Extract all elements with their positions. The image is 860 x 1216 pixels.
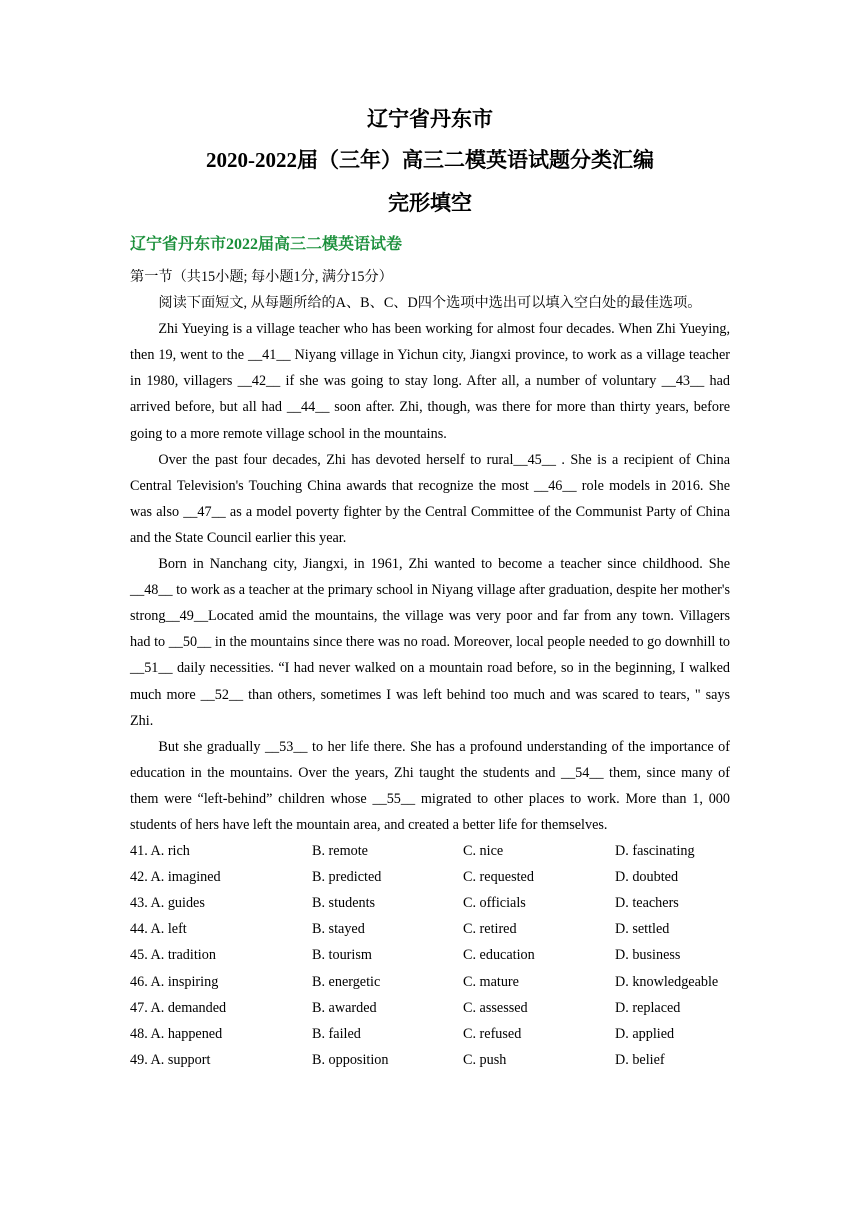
passage-paragraph: Over the past four decades, Zhi has devoted herself to rural__45__ . She is a recipient of China Central Television's Touching China awards that recognize the most __46__ role models in 2016. She was also __47__ as a model poverty fighter by the Central Committee of the Communist Party of China and the State Council earlier this year. xyxy=(130,451,730,546)
option-c: C. assessed xyxy=(463,999,528,1016)
option-row-44 xyxy=(130,916,730,942)
option-b: B. awarded xyxy=(312,999,377,1016)
option-b: B. tourism xyxy=(312,947,372,964)
option-a: 44. A. left xyxy=(130,921,187,938)
option-c: C. retired xyxy=(463,921,517,938)
options-list xyxy=(130,838,730,1073)
document-body xyxy=(130,264,730,1073)
option-b: B. opposition xyxy=(312,1051,389,1068)
option-d: D. belief xyxy=(615,1051,665,1068)
option-c: C. requested xyxy=(463,869,534,886)
option-d: D. business xyxy=(615,947,681,964)
option-d: D. replaced xyxy=(615,999,681,1016)
option-d: D. settled xyxy=(615,921,670,938)
option-b: B. remote xyxy=(312,843,368,860)
doc-title-main: 2020-2022届（三年）高三二模英语试题分类汇编 xyxy=(206,148,654,172)
option-d: D. teachers xyxy=(615,895,679,912)
option-b: B. students xyxy=(312,895,376,912)
option-c: C. officials xyxy=(463,895,526,912)
option-row-48 xyxy=(130,1021,730,1047)
option-row-43 xyxy=(130,890,730,916)
option-b: B. energetic xyxy=(312,973,381,990)
option-row-46 xyxy=(130,969,730,995)
option-d: D. doubted xyxy=(615,869,679,886)
option-c: C. refused xyxy=(463,1025,522,1042)
passage-paragraph: But she gradually __53__ to her life there. She has a profound understanding of the importance of education in the mountains. Over the years, Zhi taught the students and __54__ them, since many of them were “left-behind” children whose __55__ migrated to other places to work. More than 1, 000 students of hers have left the mountain area, and created a better life for themselves. xyxy=(130,738,730,833)
option-a: 45. A. tradition xyxy=(130,947,216,964)
passage-paragraph: Born in Nanchang city, Jiangxi, in 1961, Zhi wanted to become a teacher since childhood. She __48__ to work as a teacher at the primary school in Niyang village after graduation, despite her mother's strong__49__Located amid the mountains, the village was very poor and far from any town. Villagers had to __50__ in the mountains since there was no road. Moreover, local people needed to go downhill to __51__ daily necessities. “I had never walked on a mountain road before, so in the beginning, I walked much more __52__ than others, sometimes I was left behind too much and was scared to tears, " says Zhi. xyxy=(130,556,730,729)
option-row-49 xyxy=(130,1047,730,1073)
doc-title-region: 辽宁省丹东市 xyxy=(367,107,493,131)
doc-title-category: 完形填空 xyxy=(388,191,472,215)
option-d: D. applied xyxy=(615,1025,675,1042)
option-c: C. education xyxy=(463,947,535,964)
option-b: B. predicted xyxy=(312,869,382,886)
part-heading: 第一节（共15小题; 每小题1分, 满分15分） xyxy=(130,269,393,285)
option-a: 46. A. inspiring xyxy=(130,973,219,990)
option-row-41 xyxy=(130,838,730,864)
option-a: 42. A. imagined xyxy=(130,869,221,886)
option-c: C. nice xyxy=(463,843,504,860)
option-a: 43. A. guides xyxy=(130,895,205,912)
option-row-47 xyxy=(130,995,730,1021)
option-c: C. push xyxy=(463,1051,507,1068)
exam-section-title: 辽宁省丹东市2022届高三二模英语试卷 xyxy=(130,236,403,253)
option-a: 49. A. support xyxy=(130,1051,211,1068)
option-row-42 xyxy=(130,864,730,890)
option-a: 47. A. demanded xyxy=(130,999,227,1016)
option-d: D. knowledgeable xyxy=(615,973,719,990)
option-d: D. fascinating xyxy=(615,843,695,860)
option-row-45 xyxy=(130,942,730,968)
option-b: B. stayed xyxy=(312,921,365,938)
option-a: 48. A. happened xyxy=(130,1025,223,1042)
passage-paragraph: Zhi Yueying is a village teacher who has been working for almost four decades. When Zhi Yueying, then 19, went to the __41__ Niyang village in Yichun city, Jiangxi province, to work as a village teacher in 1980, villagers __42__ if she was going to stay long. After all, a number of voluntary __43__ had arrived before, but all had __44__ soon after. Zhi, though, was there for more than thirty years, before going to a more remote village school in the mountains. xyxy=(130,321,730,442)
option-b: B. failed xyxy=(312,1025,361,1042)
option-c: C. mature xyxy=(463,973,519,990)
option-a: 41. A. rich xyxy=(130,843,190,860)
instruction-text: 阅读下面短文, 从每题所给的A、B、C、D四个选项中选出可以填入空白处的最佳选项。 xyxy=(158,295,702,312)
